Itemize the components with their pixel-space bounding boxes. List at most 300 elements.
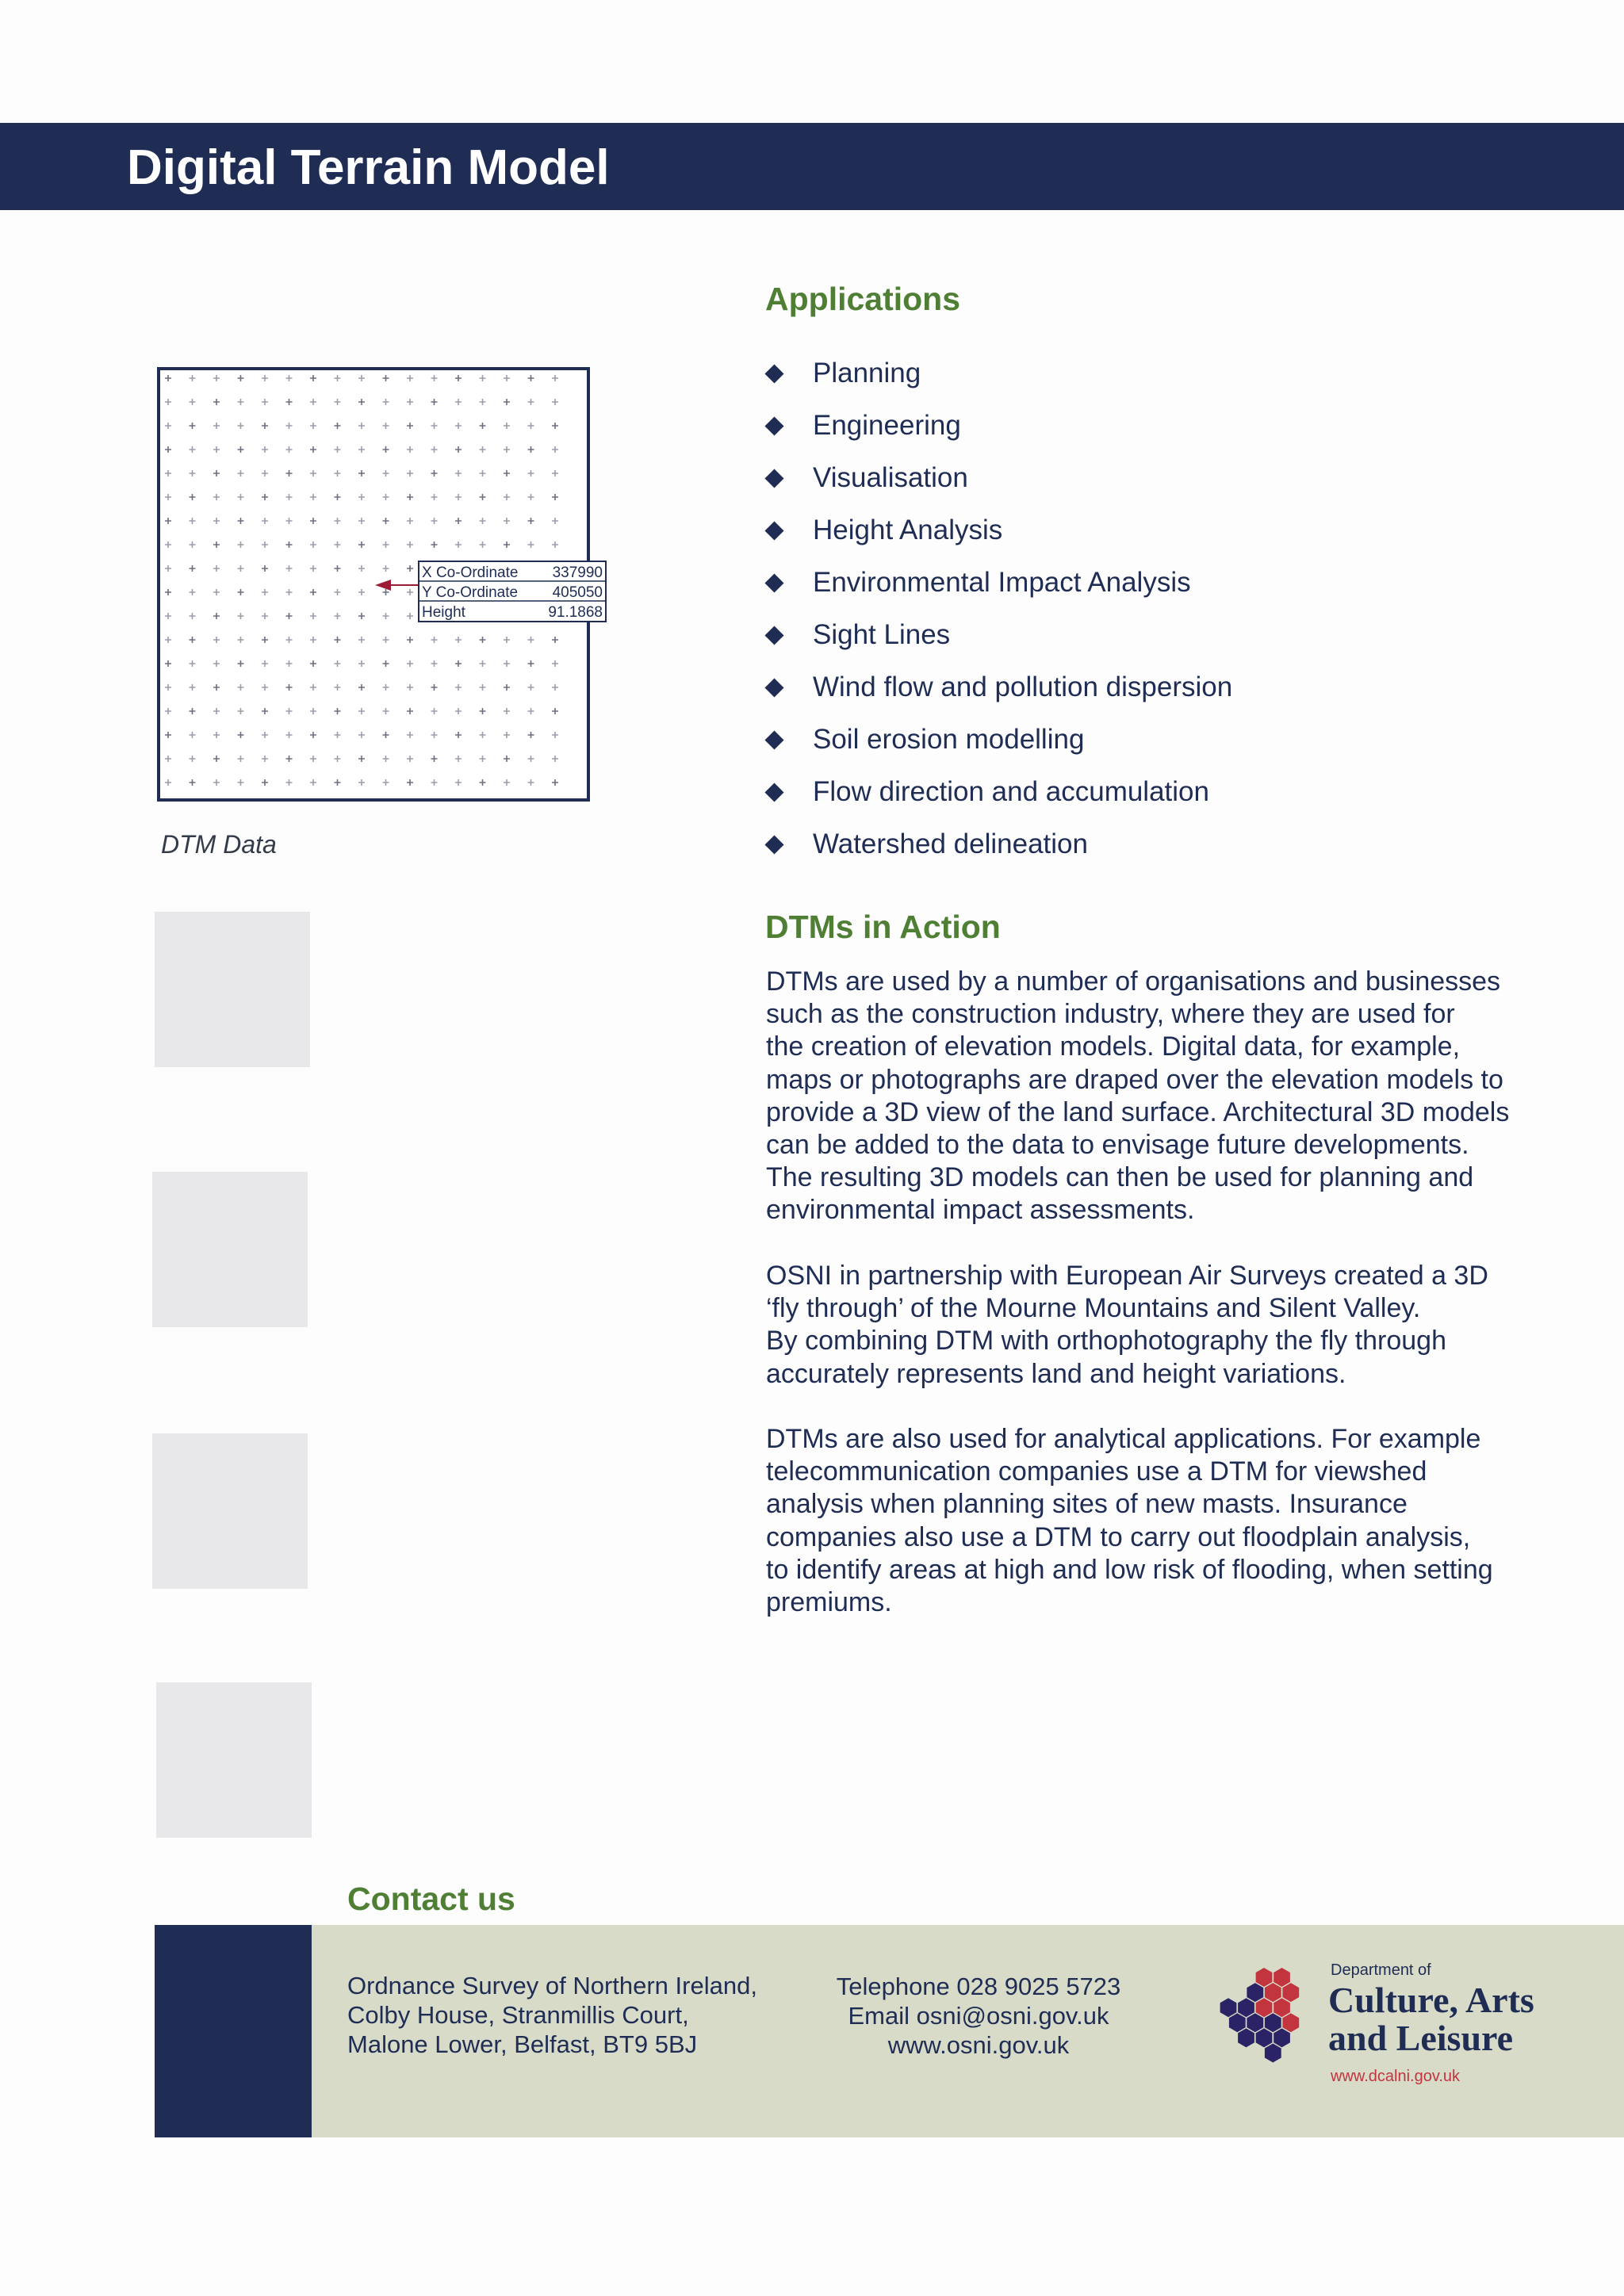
grid-point [262,684,268,691]
paragraph-3: DTMs are also used for analytical applications. For example telecommunication companies use a DTM for viewshed analysis when planning sites of new masts. Insurance companies also use a DTM to carry out floodplain analysis, to identify areas at high and low risk of flooding, when setting premiums. [766,1424,1493,1618]
grid-point [407,446,413,453]
grid-point [552,732,558,738]
grid-point [455,637,462,643]
grid-point [407,541,413,548]
grid-point [310,399,316,405]
grid-point [407,518,413,524]
grid-point [455,446,462,453]
grid-point [262,399,268,405]
y-label: Y Co-Ordinate [422,584,519,601]
grid-point [165,375,171,381]
grid-point [190,637,196,643]
list-item: Visualisation [763,452,1232,504]
grid-point [190,518,196,524]
grid-point [335,399,341,405]
grid-point [358,446,365,453]
grid-point [262,613,268,619]
grid-point [213,756,220,762]
logo-hexagon [1265,2013,1281,2032]
list-item: Watershed delineation [763,818,1232,871]
diamond-bullet-icon [764,416,783,435]
height-value: 91.1868 [548,604,603,621]
grid-point [335,756,341,762]
grid-point [335,589,341,595]
image-placeholder-3 [152,1433,308,1589]
grid-point [238,637,244,643]
grid-point [358,637,365,643]
grid-point [552,684,558,691]
list-item: Flow direction and accumulation [763,766,1232,818]
grid-point [528,399,534,405]
grid-point [165,708,171,714]
grid-point [407,684,413,691]
grid-point [407,779,413,786]
list-item: Wind flow and pollution dispersion [763,661,1232,714]
grid-point [431,779,438,786]
grid-point [238,708,244,714]
grid-point [286,423,293,429]
grid-point [358,779,365,786]
grid-point [213,423,220,429]
address-line-2: Colby House, Stranmillis Court, [347,2001,689,2029]
grid-point [358,423,365,429]
grid-point [262,423,268,429]
grid-point [286,732,293,738]
grid-point [480,518,486,524]
grid-point [238,684,244,691]
grid-point [358,541,365,548]
grid-point [262,375,268,381]
grid-point [238,565,244,572]
grid-point [504,684,510,691]
grid-point [286,756,293,762]
logo-hexagon [1282,2013,1299,2032]
grid-point [358,756,365,762]
grid-point [528,732,534,738]
grid-point [552,470,558,476]
grid-point [383,446,389,453]
grid-point [504,708,510,714]
grid-point [383,637,389,643]
diamond-bullet-icon [764,521,783,540]
grid-point [165,660,171,667]
grid-point [431,399,438,405]
grid-point [480,756,486,762]
diamond-bullet-icon [764,469,783,488]
image-placeholder-1 [155,912,310,1067]
grid-point [358,565,365,572]
grid-point [552,660,558,667]
grid-point [165,494,171,500]
grid-point [286,565,293,572]
grid-point [213,708,220,714]
grid-point [455,494,462,500]
logo-hexagon [1282,1983,1299,2002]
list-item: Soil erosion modelling [763,714,1232,766]
grid-point [286,779,293,786]
grid-point [286,494,293,500]
grid-point [165,399,171,405]
grid-point [431,494,438,500]
grid-point [407,470,413,476]
grid-point [431,660,438,667]
grid-point [165,518,171,524]
grid-point [407,375,413,381]
grid-point [504,494,510,500]
grid-point [358,660,365,667]
grid-point [310,779,316,786]
grid-point [552,494,558,500]
grid-point [358,470,365,476]
grid-point [286,637,293,643]
grid-point [504,732,510,738]
grid-point [213,494,220,500]
paragraph-2: OSNI in partnership with European Air Surveys created a 3D ‘fly through’ of the Mourne Mountains and Silent Valley. By combining DTM with orthophotography the fly through accurately represents land and height variations. [766,1261,1488,1389]
diamond-bullet-icon [764,835,783,854]
grid-point [213,446,220,453]
grid-point [480,375,486,381]
grid-point [310,375,316,381]
grid-point [552,779,558,786]
grid-point [407,660,413,667]
grid-point [504,446,510,453]
grid-point [383,518,389,524]
grid-point [431,375,438,381]
logo-hexagon [1220,1998,1237,2017]
grid-point [165,589,171,595]
logo-hexagon [1256,2028,1273,2047]
grid-point [335,660,341,667]
x-label: X Co-Ordinate [422,564,519,581]
applications-heading: Applications [765,281,961,317]
logo-hexagon [1238,2028,1254,2047]
grid-point [190,470,196,476]
grid-point [238,613,244,619]
grid-point [213,732,220,738]
grid-point [528,375,534,381]
list-item: Height Analysis [763,504,1232,557]
grid-point [552,756,558,762]
grid-point [238,446,244,453]
grid-point [383,470,389,476]
grid-point [431,541,438,548]
grid-point [431,684,438,691]
grid-point [480,660,486,667]
grid-point [407,494,413,500]
logo-hexagon [1256,1998,1273,2017]
grid-point [213,779,220,786]
grid-point [383,732,389,738]
grid-point [504,518,510,524]
grid-point [310,637,316,643]
grid-point [335,470,341,476]
grid-point [238,660,244,667]
grid-point [407,399,413,405]
grid-point [335,446,341,453]
grid-point [407,637,413,643]
grid-point [455,708,462,714]
grid-point [213,565,220,572]
grid-point [165,756,171,762]
contact-heading: Contact us [347,1881,515,1917]
grid-point [310,541,316,548]
grid-point [310,446,316,453]
grid-point [335,423,341,429]
grid-point [310,660,316,667]
grid-point [552,708,558,714]
grid-point [286,375,293,381]
grid-point [190,613,196,619]
grid-point [310,589,316,595]
grid-point [358,613,365,619]
grid-point [310,494,316,500]
grid-point [190,708,196,714]
grid-point [190,660,196,667]
grid-point [238,779,244,786]
grid-point [165,541,171,548]
grid-point [358,375,365,381]
grid-point [262,541,268,548]
grid-point [310,732,316,738]
grid-point [213,589,220,595]
grid-point [190,589,196,595]
y-value: 405050 [552,584,603,601]
grid-point [335,375,341,381]
logo-hexagon [1265,2044,1281,2063]
grid-point [431,756,438,762]
grid-point [358,708,365,714]
grid-point [286,446,293,453]
grid-point [383,708,389,714]
logo-hexagon [1256,1968,1273,1987]
dtms-in-action-heading: DTMs in Action [765,909,1001,945]
grid-point [335,565,341,572]
grid-point [165,446,171,453]
grid-point [165,423,171,429]
diamond-bullet-icon [764,783,783,802]
paragraph-1: DTMs are used by a number of organisations and businesses such as the construction industry, where they are used for the creation of elevation models. Digital data, for example, maps or photographs are draped over the elevation models to provide a 3D view of the land surface. Architectural 3D models can be added to the data to envisage future developments. The resulting 3D models can then be used for planning and environmental impact assessments. [766,966,1510,1226]
grid-point [310,684,316,691]
grid-point [504,375,510,381]
grid-point [190,684,196,691]
grid-point [286,399,293,405]
logo-hexagon [1274,2028,1290,2047]
grid-point [238,375,244,381]
grid-point [190,399,196,405]
list-item: Engineering [763,400,1232,452]
grid-point [358,494,365,500]
grid-point [310,708,316,714]
logo-hexagon [1247,1983,1263,2002]
grid-point [335,518,341,524]
grid-point [383,399,389,405]
diamond-bullet-icon [764,573,783,592]
grid-point [528,494,534,500]
grid-point [165,779,171,786]
grid-point [552,423,558,429]
grid-point [504,779,510,786]
email-link[interactable]: Email osni@osni.gov.uk [848,2002,1109,2030]
grid-point [262,470,268,476]
grid-point [213,518,220,524]
grid-point [190,756,196,762]
grid-point [213,684,220,691]
page-title: Digital Terrain Model [127,140,610,195]
grid-point [238,589,244,595]
grid-point [407,756,413,762]
grid-point [310,756,316,762]
grid-point [213,541,220,548]
dept-name-line-2: and Leisure [1328,2018,1514,2058]
grid-point [238,756,244,762]
grid-point [480,779,486,786]
grid-point [335,613,341,619]
grid-point [286,589,293,595]
grid-point [480,708,486,714]
grid-point [238,470,244,476]
grid-point [335,541,341,548]
grid-point [431,423,438,429]
logo-hexagon [1274,1998,1290,2017]
grid-point [383,684,389,691]
grid-point [310,565,316,572]
telephone: Telephone 028 9025 5723 [836,1973,1121,2000]
grid-point [383,494,389,500]
grid-point [286,660,293,667]
grid-point [528,446,534,453]
grid-point [455,375,462,381]
grid-point [431,446,438,453]
grid-point [552,518,558,524]
grid-point [552,399,558,405]
grid-point [480,399,486,405]
grid-point [407,423,413,429]
grid-point [528,708,534,714]
grid-point [213,375,220,381]
grid-point [480,446,486,453]
grid-point [190,541,196,548]
grid-point [262,708,268,714]
grid-point [286,541,293,548]
grid-point [383,423,389,429]
grid-point [480,470,486,476]
address-line-1: Ordnance Survey of Northern Ireland, [347,1972,757,1999]
grid-point [383,541,389,548]
grid-point [528,660,534,667]
grid-point [552,541,558,548]
grid-point [238,541,244,548]
grid-point [407,708,413,714]
image-placeholder-2 [152,1172,308,1327]
grid-point [455,684,462,691]
diamond-bullet-icon [764,364,783,383]
grid-point [480,732,486,738]
grid-point [213,660,220,667]
grid-point [431,637,438,643]
grid-point [455,756,462,762]
website-link[interactable]: www.osni.gov.uk [887,2031,1070,2059]
x-value: 337990 [552,564,603,581]
grid-point [358,589,365,595]
grid-point [165,637,171,643]
dept-small-text: Department of [1331,1961,1431,1979]
height-label: Height [422,604,465,621]
grid-point [190,446,196,453]
grid-point [504,756,510,762]
grid-point [528,541,534,548]
grid-point [165,732,171,738]
grid-point [431,518,438,524]
grid-point [310,613,316,619]
grid-point [504,541,510,548]
grid-point [262,518,268,524]
diamond-bullet-icon [764,678,783,697]
dtm-figure-caption: DTM Data [161,830,277,859]
logo-hexagon [1274,1968,1290,1987]
grid-point [190,494,196,500]
coordinate-readout [365,555,619,626]
grid-point [504,399,510,405]
grid-point [455,470,462,476]
grid-point [383,756,389,762]
grid-point [335,494,341,500]
diamond-bullet-icon [764,626,783,645]
grid-point [358,732,365,738]
grid-point [190,565,196,572]
grid-point [528,756,534,762]
grid-point [528,684,534,691]
grid-point [286,684,293,691]
grid-point [431,708,438,714]
grid-point [165,684,171,691]
dcal-hexagon-logo-icon [1217,1965,1320,2072]
grid-point [286,708,293,714]
grid-point [262,565,268,572]
grid-point [431,470,438,476]
grid-point [335,779,341,786]
grid-point [262,494,268,500]
dept-website-link[interactable]: www.dcalni.gov.uk [1331,2068,1461,2085]
applications-list [763,347,1232,871]
grid-point [552,637,558,643]
grid-point [504,637,510,643]
grid-point [528,637,534,643]
grid-point [504,660,510,667]
grid-point [552,446,558,453]
grid-point [262,756,268,762]
grid-point [262,589,268,595]
grid-point [504,423,510,429]
grid-point [335,684,341,691]
grid-point [310,470,316,476]
grid-point [504,470,510,476]
grid-point [213,637,220,643]
grid-point [455,518,462,524]
grid-point [238,399,244,405]
grid-point [528,779,534,786]
grid-point [190,423,196,429]
grid-point [286,518,293,524]
logo-hexagon [1229,2013,1246,2032]
grid-point [238,423,244,429]
diamond-bullet-icon [764,730,783,749]
dept-name-line-1: Culture, Arts [1328,1980,1534,2020]
grid-point [455,399,462,405]
grid-point [165,565,171,572]
grid-point [165,613,171,619]
grid-point [335,708,341,714]
grid-point [190,375,196,381]
